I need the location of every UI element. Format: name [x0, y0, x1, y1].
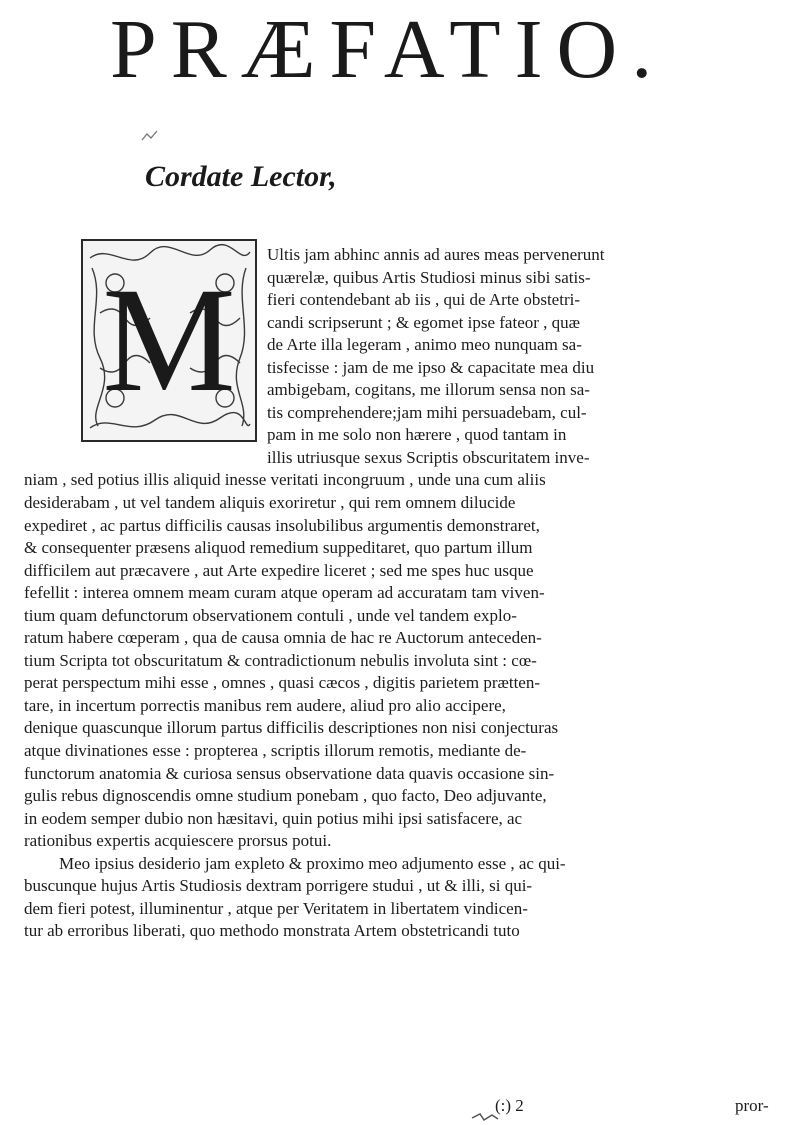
text-line: ambigebam, cogitans, me illorum sensa non sa- [267, 380, 590, 400]
signature-mark: (:) 2 [495, 1096, 524, 1115]
salutation: Cordate Lector, [145, 160, 337, 193]
text-line: dem fieri potest, illuminentur , atque per Veritatem in libertatem vindicen- [24, 898, 528, 918]
text-line: Ultis jam abhinc annis ad aures meas pervenerunt [267, 245, 605, 264]
text-line: tur ab erroribus liberati, quo methodo monstrata Artem obstetricandi tuto [24, 921, 520, 941]
text-line: & consequenter præsens aliquod remedium suppeditaret, quo partum illum [24, 538, 533, 558]
text-line: ratum habere cœperam , qua de causa omnia de hac re Auctorum anteceden- [24, 628, 542, 648]
text-line: desiderabam , ut vel tandem aliquis exoriretur , qui rem omnem dilucide [24, 493, 516, 513]
page-title: PRÆFATIO. [110, 3, 667, 96]
text-line: rationibus expertis acquiescere prorsus potui. [24, 831, 332, 851]
svg-text:M: M [102, 257, 236, 423]
text-line: tium Scripta tot obscuritatum & contradictionum nebulis involuta sint : cœ- [24, 650, 537, 670]
text-line: candi scripserunt ; & egomet ipse fateor , quæ [267, 312, 580, 332]
text-line: pam in me solo non hærere , quod tantam in [267, 425, 567, 445]
text-line: de Arte illa legeram , animo meo nunquam sa- [267, 335, 582, 355]
text-line: denique quascunque illorum partus difficilis descriptiones non nisi conjecturas [24, 718, 559, 738]
text-line: fieri contendebant ab iis , qui de Arte obstetri- [267, 290, 580, 310]
preface-body [24, 244, 794, 943]
text-line: buscunque hujus Artis Studiosis dextram porrigere studui , ut & illi, si qui- [24, 876, 533, 896]
text-line: functorum anatomia & curiosa sensus observatione data quavis occasione sin- [24, 763, 555, 783]
text-line: tare, in incertum porrectis manibus rem audere, aliud pro alio accipere, [24, 695, 506, 715]
text-line: expediret , ac partus difficilis causas insolubilibus argumentis demonstraret, [24, 515, 540, 535]
text-line: quærelæ, quibus Artis Studiosi minus sibi satis- [267, 267, 591, 287]
print-speck-icon [140, 128, 162, 144]
text-line: tium quam defunctorum observationem contuli , unde vel tandem explo- [24, 605, 517, 625]
text-line: Meo ipsius desiderio jam expleto & proximo meo adjumento esse , ac qui- [59, 853, 566, 873]
text-line: illis utriusque sexus Scriptis obscuritatem inve- [267, 447, 590, 467]
text-line: fefellit : interea omnem meam curam atque operam ad accuratam tam viven- [24, 583, 545, 603]
ink-blot-icon [470, 1112, 500, 1124]
text-line: gulis rebus dignoscendis omne studium ponebam , quo facto, Deo adjuvante, [24, 786, 547, 806]
text-line: tis comprehendere;jam mihi persuadebam, cul- [267, 402, 587, 422]
text-line: in eodem semper dubio non hæsitavi, quin potius mihi ipsi satisfacere, ac [24, 808, 523, 828]
text-line: difficilem aut præcavere , aut Arte expedire liceret ; sed me spes huc usque [24, 560, 534, 580]
text-line: tisfecisse : jam de me ipso & capacitate mea diu [267, 357, 595, 377]
catchword: pror- [735, 1096, 769, 1115]
text-line: perat perspectum mihi esse , omnes , quasi cæcos , digitis parietem prætten- [24, 673, 541, 693]
text-line: niam , sed potius illis aliquid inesse veritati incongruum , unde una cum aliis [24, 470, 546, 490]
text-line: atque divinationes esse : propterea , scriptis illorum remotis, mediante de- [24, 741, 527, 761]
